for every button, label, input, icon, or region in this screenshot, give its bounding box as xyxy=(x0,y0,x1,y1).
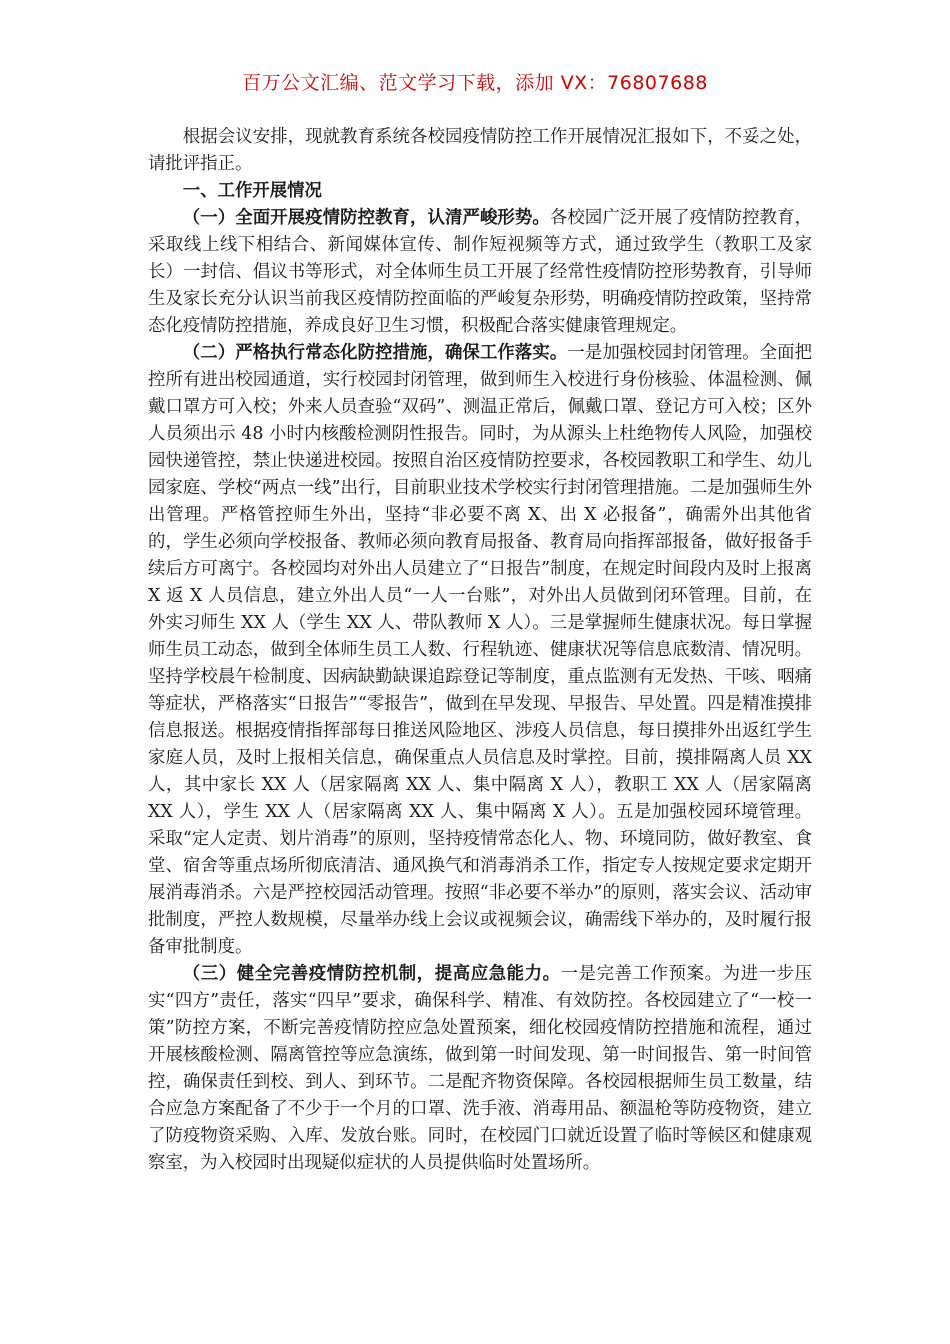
paragraph-1 xyxy=(148,205,812,340)
paragraph-3-lead: （三）健全完善疫情防控机制，提高应急能力。 xyxy=(182,964,561,984)
intro-paragraph: 根据会议安排，现就教育系统各校园疫情防控工作开展情况汇报如下，不妥之处，请批评指正。 xyxy=(148,127,812,174)
paragraph-3 xyxy=(148,961,812,1177)
paragraph-2 xyxy=(148,340,812,961)
section-heading: 一、工作开展情况 xyxy=(182,181,322,201)
paragraph-2-lead: （二）严格执行常态化防控措施，确保工作落实。 xyxy=(182,343,568,363)
paragraph-1-lead: （一）全面开展疫情防控教育，认清严峻形势。 xyxy=(182,208,550,228)
paragraph-3-text: 一是完善工作预案。为进一步压实“四方”责任，落实“四早”要求，确保科学、精准、有效防控。各校园建立了“一校一策”防控方案，不断完善疫情防控应急处置预案，细化校园疫情防控措施和流程，通过开展核酸检测、隔离管控等应急演练，做到第一时间发现、第一时间报告、第一时间管控，确保责任到校、到人、到环节。二是配齐物资保障。各校园根据师生员工数量，结合应急方案配备了不少于一个月的口罩、洗手液、消毒用品、额温枪等防疫物资，建立了防疫物资采购、入库、发放台账。同时，在校园门口就近设置了临时等候区和健康观察室，为入校园时出现疑似症状的人员提供临时处置场所。 xyxy=(148,964,812,1173)
report-body xyxy=(148,124,812,1177)
download-banner: 百万公文汇编、范文学习下载，添加 VX：76807688 xyxy=(242,72,708,94)
paragraph-2-text: 一是加强校园封闭管理。全面把控所有进出校园通道，实行校园封闭管理，做到师生入校进行身份核验、体温检测、佩戴口罩方可入校；外来人员查验“双码”、测温正常后，佩戴口罩、登记方可入校；区外人员须出示 48 小时内核酸检测阴性报告。同时，为从源头上杜绝物传人风险，加强校园快递管控，禁止快递进校园。按照自治区疫情防控要求，各校园教职工和学生、幼儿园家庭、学校“两点一线”出行，目前职业技术学校实行封闭管理措施。二是加强师生外出管理。严格管控师生外出，坚持“非必要不离 X、出 X 必报备”，确需外出其他省的，学生必须向学校报备、教师必须向教育局报备、教育局向指挥部报备，做好报备手续后方可离宁。各校园均对外出人员建立了“日报告”制度，在规定时间段内及时上报离 X 返 X 人员信息，建立外出人员“一人一台账”，对外出人员做到闭环管理。目前，在外实习师生 XX 人（学生 XX 人、带队教师 X 人）。三是掌握师生健康状况。每日掌握师生员工动态，做到全体师生员工人数、行程轨迹、健康状况等信息底数清、情况明。坚持学校晨午检制度、因病缺勤缺课追踪登记等制度，重点监测有无发热、干咳、咽痛等症状，严格落实“日报告”“零报告”，做到在早发现、早报告、早处置。四是精准摸排信息报送。根据疫情指挥部每日推送风险地区、涉疫人员信息，每日摸排外出返红学生家庭人员，及时上报相关信息，确保重点人员信息及时掌控。目前，摸排隔离人员 XX 人，其中家长 XX 人（居家隔离 XX 人、集中隔离 X 人），教职工 XX 人（居家隔离 XX 人），学生 XX 人（居家隔离 XX 人、集中隔离 X 人）。五是加强校园环境管理。采取“定人定责、划片消毒”的原则，坚持疫情常态化人、物、环境同防，做好教室、食堂、宿舍等重点场所彻底清洁、通风换气和消毒消杀工作，指定专人按规定要求定期开展消毒消杀。六是严控校园活动管理。按照“非必要不举办”的原则，落实会议、活动审批制度，严控人数规模，尽量举办线上会议或视频会议，确需线下举办的，及时履行报备审批制度。 xyxy=(148,343,812,957)
paragraph-1-text: 各校园广泛开展了疫情防控教育，采取线上线下相结合、新闻媒体宣传、制作短视频等方式，通过致学生（教职工及家长）一封信、倡议书等形式，对全体师生员工开展了经常性疫情防控形势教育，引导师生及家长充分认识当前我区疫情防控面临的严峻复杂形势，明确疫情防控政策，坚持常态化疫情防控措施，养成良好卫生习惯，积极配合落实健康管理规定。 xyxy=(148,208,812,336)
